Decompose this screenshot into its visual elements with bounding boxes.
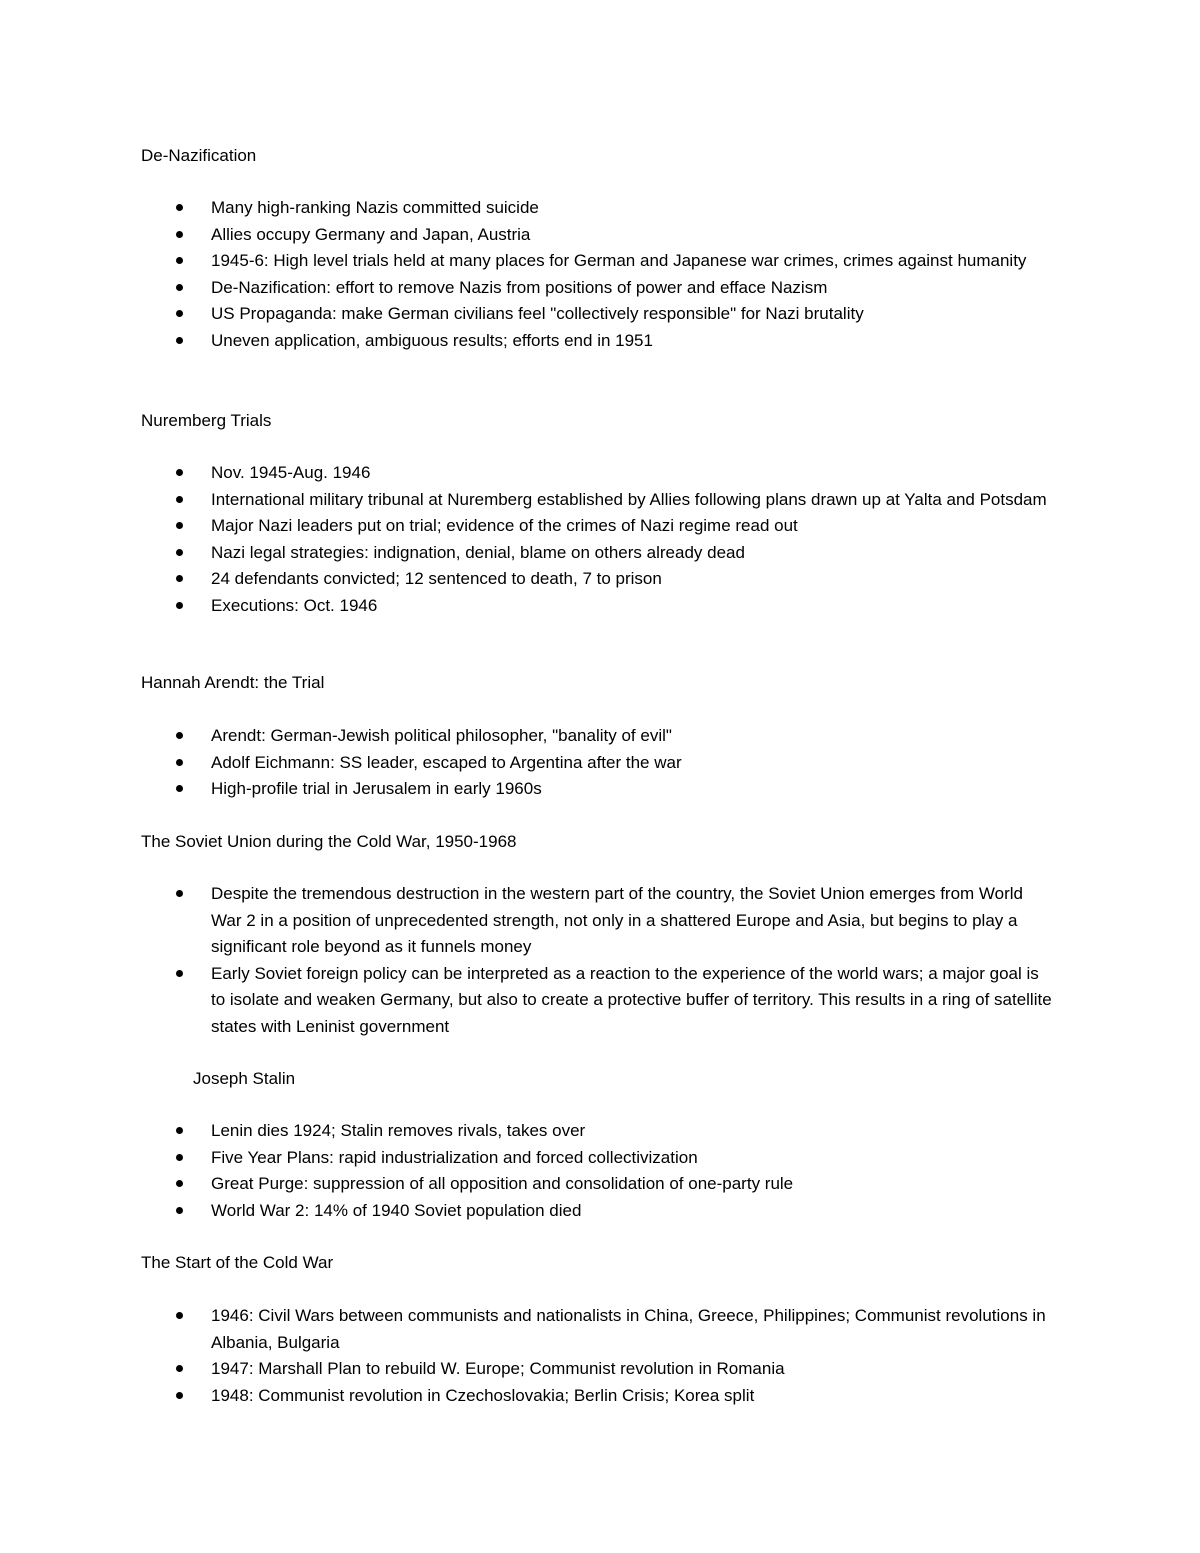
bullet-icon <box>176 496 183 503</box>
list-item: High-profile trial in Jerusalem in early 1960s <box>0 776 1056 803</box>
list-item: 1948: Communist revolution in Czechoslovakia; Berlin Crisis; Korea split <box>0 1383 1056 1410</box>
bullet-icon <box>176 257 183 264</box>
list-item: Nazi legal strategies: indignation, denial, blame on others already dead <box>0 540 1056 567</box>
bullet-icon <box>176 1207 183 1214</box>
bullet-list-hannah-arendt <box>0 723 1200 803</box>
bullet-icon <box>176 469 183 476</box>
section-heading-hannah-arendt: Hannah Arendt: the Trial <box>141 673 325 692</box>
list-item: De-Nazification: effort to remove Nazis from positions of power and efface Nazism <box>0 275 1056 302</box>
list-item: Allies occupy Germany and Japan, Austria <box>0 222 1056 249</box>
list-item: Adolf Eichmann: SS leader, escaped to Argentina after the war <box>0 750 1056 777</box>
list-item: Lenin dies 1924; Stalin removes rivals, takes over <box>0 1118 1056 1145</box>
bullet-icon <box>176 1154 183 1161</box>
bullet-icon <box>176 310 183 317</box>
bullet-icon <box>176 549 183 556</box>
bullet-icon <box>176 785 183 792</box>
bullet-list-de-nazification <box>0 195 1200 354</box>
list-item: Five Year Plans: rapid industrialization and forced collectivization <box>0 1145 1056 1172</box>
bullet-list-soviet-union-cold-war <box>0 881 1200 1040</box>
bullet-icon <box>176 1180 183 1187</box>
bullet-icon <box>176 890 183 897</box>
list-item: Despite the tremendous destruction in the western part of the country, the Soviet Union emerges from World War 2 in a position of unprecedented strength, not only in a shattered Europe and Asia, but begins to play a significant role beyond as it funnels money <box>0 881 1056 961</box>
list-item: World War 2: 14% of 1940 Soviet population died <box>0 1198 1056 1225</box>
list-item: 1946: Civil Wars between communists and nationalists in China, Greece, Philippines; Communist revolutions in Albania, Bulgaria <box>0 1303 1056 1356</box>
bullet-list-start-of-cold-war <box>0 1303 1200 1409</box>
bullet-icon <box>176 732 183 739</box>
bullet-list-nuremberg-trials <box>0 460 1200 619</box>
list-item: 1947: Marshall Plan to rebuild W. Europe; Communist revolution in Romania <box>0 1356 1056 1383</box>
section-heading-joseph-stalin: Joseph Stalin <box>193 1069 296 1088</box>
bullet-list-joseph-stalin <box>0 1118 1200 1224</box>
bullet-icon <box>176 602 183 609</box>
bullet-icon <box>176 522 183 529</box>
section-heading-de-nazification: De-Nazification <box>141 146 257 165</box>
list-item: 24 defendants convicted; 12 sentenced to death, 7 to prison <box>0 566 1056 593</box>
list-item: International military tribunal at Nuremberg established by Allies following plans drawn up at Yalta and Potsdam <box>0 487 1056 514</box>
list-item: Nov. 1945-Aug. 1946 <box>0 460 1056 487</box>
list-item: Arendt: German-Jewish political philosopher, "banality of evil" <box>0 723 1056 750</box>
list-item: Uneven application, ambiguous results; efforts end in 1951 <box>0 328 1056 355</box>
bullet-icon <box>176 337 183 344</box>
list-item: US Propaganda: make German civilians feel "collectively responsible" for Nazi brutality <box>0 301 1056 328</box>
bullet-icon <box>176 284 183 291</box>
bullet-icon <box>176 575 183 582</box>
bullet-icon <box>176 759 183 766</box>
bullet-icon <box>176 1365 183 1372</box>
list-item: Great Purge: suppression of all opposition and consolidation of one-party rule <box>0 1171 1056 1198</box>
section-heading-soviet-union-cold-war: The Soviet Union during the Cold War, 1950-1968 <box>141 832 517 851</box>
list-item: Many high-ranking Nazis committed suicide <box>0 195 1056 222</box>
list-item: Major Nazi leaders put on trial; evidence of the crimes of Nazi regime read out <box>0 513 1056 540</box>
bullet-icon <box>176 1392 183 1399</box>
bullet-icon <box>176 231 183 238</box>
list-item: 1945-6: High level trials held at many places for German and Japanese war crimes, crimes against humanity <box>0 248 1056 275</box>
section-heading-nuremberg-trials: Nuremberg Trials <box>141 411 272 430</box>
bullet-icon <box>176 204 183 211</box>
list-item: Executions: Oct. 1946 <box>0 593 1056 620</box>
section-heading-start-of-cold-war: The Start of the Cold War <box>141 1253 334 1272</box>
list-item: Early Soviet foreign policy can be interpreted as a reaction to the experience of the world wars; a major goal is to isolate and weaken Germany, but also to create a protective buffer of territory. This results in a ring of satellite states with Leninist government <box>0 961 1056 1041</box>
bullet-icon <box>176 1312 183 1319</box>
bullet-icon <box>176 1127 183 1134</box>
bullet-icon <box>176 970 183 977</box>
